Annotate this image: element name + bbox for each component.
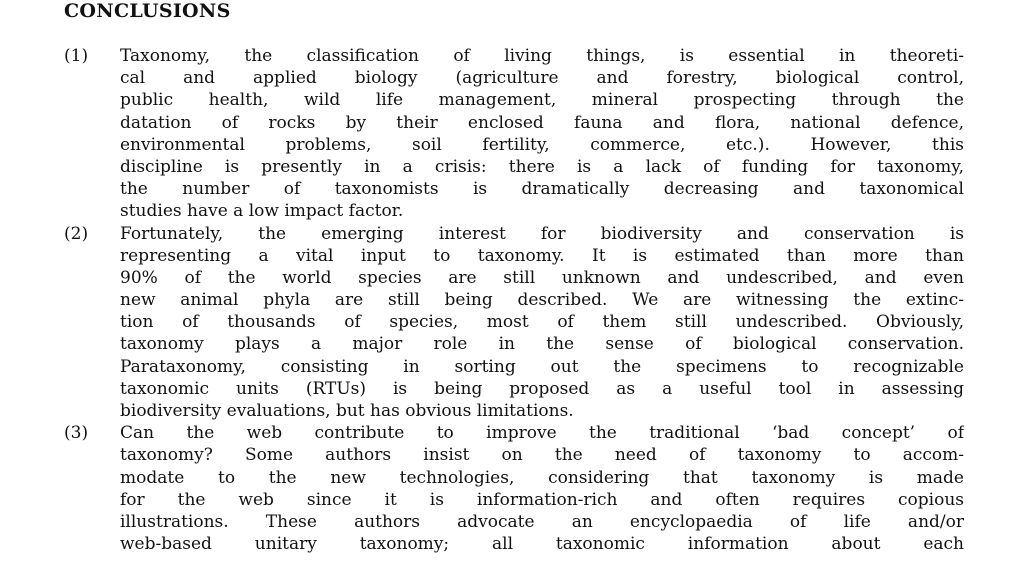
conclusions-list [64,45,964,555]
text-line: Fortunately, the emerging interest for biodiversity and conservation is [120,223,964,244]
text-line: taxonomy? Some authors insist on the need of taxonomy to accom- [120,445,964,466]
text-line: 90% of the world species are still unknown and undescribed, and even [120,267,964,288]
text-line: for the web since it is information-rich and often requires copious [120,489,964,510]
section-heading: CONCLUSIONS [64,0,231,22]
text-line: illustrations. These authors advocate an encyclopaedia of life and/or [120,511,964,532]
text-line: environmental problems, soil fertility, commerce, etc.). However, this [120,134,964,155]
text-line: biodiversity evaluations, but has obvious limitations. [120,401,574,421]
text-line: Parataxonomy, consisting in sorting out the specimens to recognizable [120,356,964,377]
text-line: representing a vital input to taxonomy. It is estimated than more than [120,245,964,266]
item-number: (1) [64,46,89,66]
conclusion-item-1 [64,45,964,223]
text-line: public health, wild life management, mineral prospecting through the [120,90,964,111]
item-number: (2) [64,223,89,244]
conclusion-item-3 [64,422,964,555]
item-paragraph [120,422,964,555]
item-number: (3) [64,423,89,444]
text-line: datation of rocks by their enclosed fauna and flora, national defence, [120,112,964,133]
conclusion-item-2 [64,223,964,423]
text-line: tion of thousands of species, most of them still undescribed. Obviously, [120,312,964,333]
text-line: discipline is presently in a crisis: there is a lack of funding for taxonomy, [120,156,964,177]
text-line: taxonomic units (RTUs) is being proposed as a useful tool in assessing [120,378,964,399]
text-line: taxonomy plays a major role in the sense of biological conservation. [120,334,964,355]
text-line: studies have a low impact factor. [120,201,404,222]
text-line: modate to the new technologies, considering that taxonomy is made [120,467,964,488]
text-line: new animal phyla are still being described. We are witnessing the extinc- [120,290,964,311]
text-line: Taxonomy, the classification of living things, is essential in theoreti- [120,46,964,66]
item-paragraph [120,223,964,423]
text-line: the number of taxonomists is dramatically decreasing and taxonomical [120,179,964,200]
text-line: Can the web contribute to improve the traditional ‘bad concept’ of [120,423,964,444]
item-paragraph [120,45,964,223]
text-line: web-based unitary taxonomy; all taxonomic information about each [120,534,964,555]
text-line: cal and applied biology (agriculture and forestry, biological control, [120,68,964,89]
